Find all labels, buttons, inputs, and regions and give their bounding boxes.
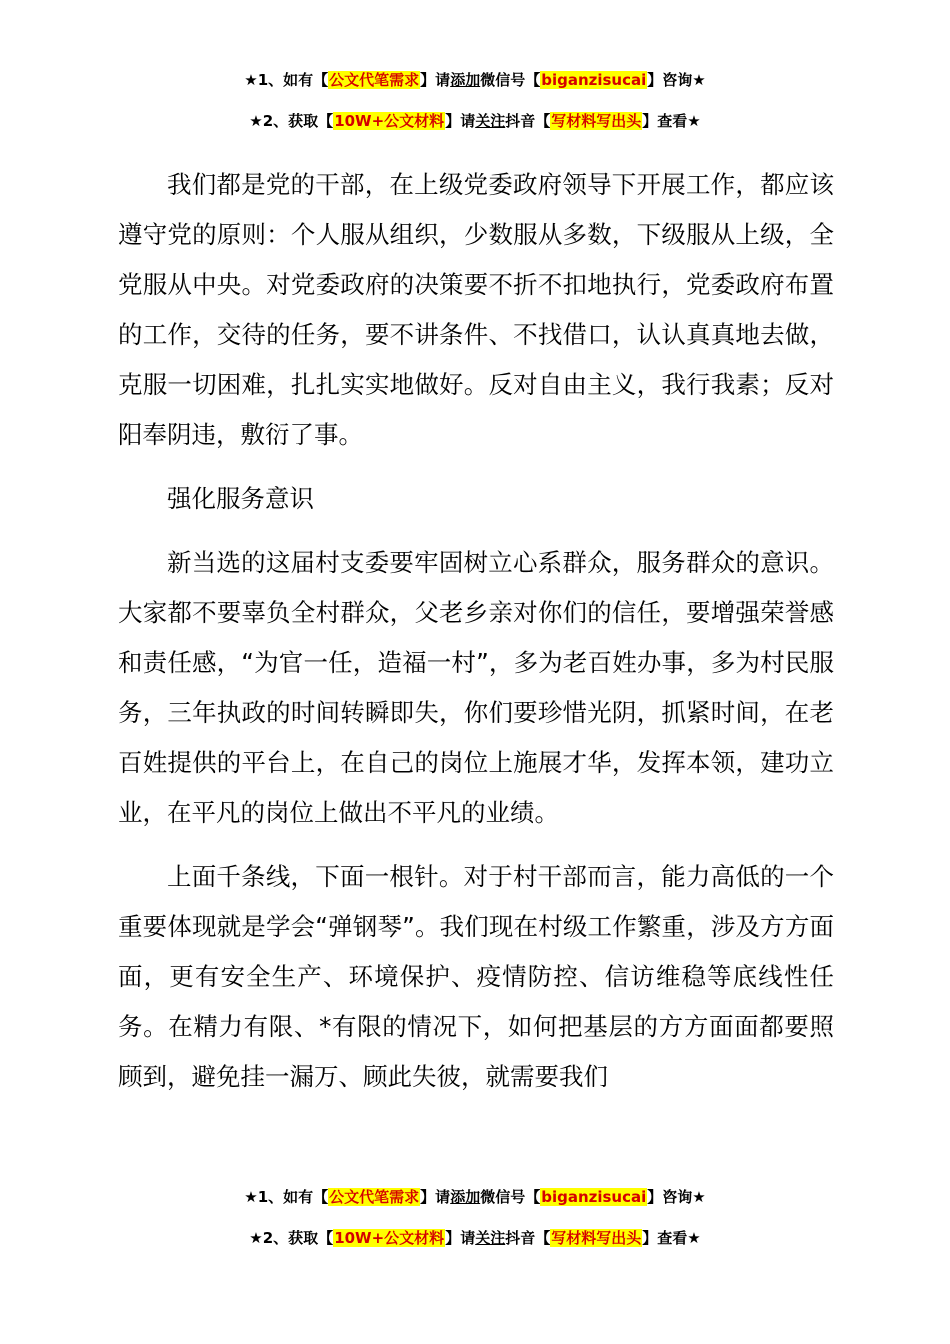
section-heading: 强化服务意识 xyxy=(167,484,314,513)
banner-text: 】请 xyxy=(445,1229,476,1247)
banner-highlight: 公文代笔需求 xyxy=(329,1188,420,1206)
footer-banner-line-2 xyxy=(0,1226,950,1250)
paragraph-1: 我们都是党的干部，在上级党委政府领导下开展工作，都应该遵守党的原则：个人服从组织，少数服从多数，下级服从上级，全党服从中央。对党委政府的决策要不折不扣地执行，党委政府布置的工作，交待的任务，要不讲条件、不找借口，认认真真地去做，克服一切困难，扎扎实实地做好。反对自由主义，我行我素；反对阳奉阴违，敷衍了事。 xyxy=(118,170,834,449)
banner-underlined: 添加 xyxy=(450,1188,481,1206)
banner-highlight: biganzisucai xyxy=(541,71,647,89)
document-body xyxy=(118,160,834,1102)
banner-highlight: biganzisucai xyxy=(541,1188,647,1206)
banner-text: 】请 xyxy=(420,1188,451,1206)
banner-text: 微信号【 xyxy=(480,1188,541,1206)
banner-underlined: 关注 xyxy=(475,112,506,130)
banner-text: 抖音【 xyxy=(505,112,551,130)
banner-highlight: 10W+公文材料 xyxy=(334,1229,445,1247)
banner-text: 】咨询★ xyxy=(647,1188,706,1206)
footer-banner-line-1 xyxy=(0,1185,950,1209)
banner-text: 】查看★ xyxy=(642,112,701,130)
paragraph-2: 新当选的这届村支委要牢固树立心系群众，服务群众的意识。大家都不要辜负全村群众，父老乡亲对你们的信任，要增强荣誉感和责任感，“为官一任，造福一村”，多为老百姓办事，多为村民服务，三年执政的时间转瞬即失，你们要珍惜光阴，抓紧时间，在老百姓提供的平台上，在自己的岗位上施展才华，发挥本领，建功立业，在平凡的岗位上做出不平凡的业绩。 xyxy=(118,548,834,827)
banner-highlight: 10W+公文材料 xyxy=(334,112,445,130)
banner-underlined: 添加 xyxy=(450,71,481,89)
header-banner-line-1 xyxy=(0,68,950,92)
header-banner-line-2 xyxy=(0,109,950,133)
banner-highlight: 公文代笔需求 xyxy=(329,71,420,89)
banner-highlight: 写材料写出头 xyxy=(551,112,642,130)
banner-text: 】请 xyxy=(420,71,451,89)
banner-highlight: 写材料写出头 xyxy=(551,1229,642,1247)
banner-text: 微信号【 xyxy=(480,71,541,89)
banner-text: ★2、获取【 xyxy=(249,112,334,130)
banner-underlined: 关注 xyxy=(475,1229,506,1247)
banner-text: 】查看★ xyxy=(642,1229,701,1247)
banner-text: ★1、如有【 xyxy=(244,1188,329,1206)
banner-text: ★1、如有【 xyxy=(244,71,329,89)
banner-text: ★2、获取【 xyxy=(249,1229,334,1247)
paragraph-3: 上面千条线，下面一根针。对于村干部而言，能力高低的一个重要体现就是学会“弹钢琴”。我们现在村级工作繁重，涉及方方面面，更有安全生产、环境保护、疫情防控、信访维稳等底线性任务。在精力有限、*有限的情况下，如何把基层的方方面面都要照顾到，避免挂一漏万、顾此失彼，就需要我们 xyxy=(118,862,834,1091)
banner-text: 】咨询★ xyxy=(647,71,706,89)
banner-text: 】请 xyxy=(445,112,476,130)
banner-text: 抖音【 xyxy=(505,1229,551,1247)
